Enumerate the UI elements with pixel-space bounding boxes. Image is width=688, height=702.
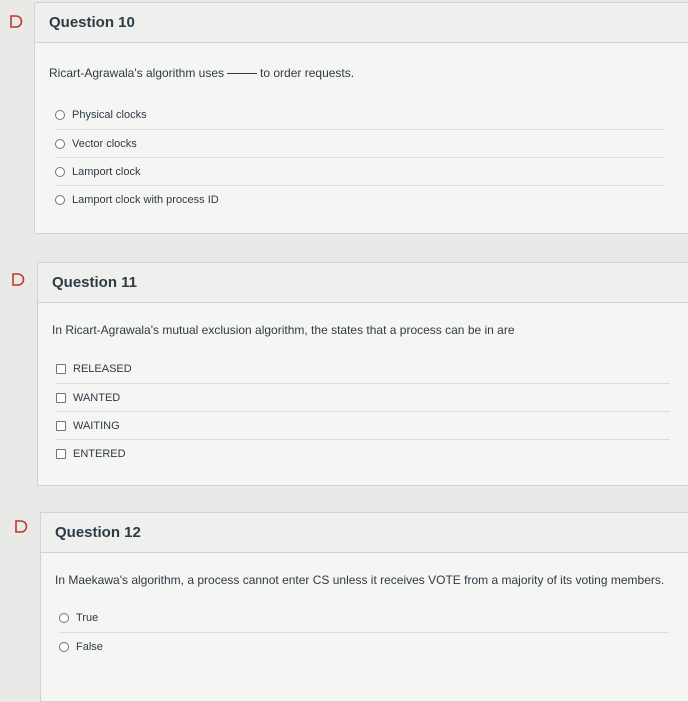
radio-button[interactable] — [55, 167, 65, 177]
radio-button[interactable] — [59, 613, 69, 623]
answer-label: WANTED — [73, 391, 121, 404]
answer-list — [55, 101, 665, 213]
answer-label: WAITING — [73, 419, 120, 432]
question-card-11 — [37, 262, 688, 486]
question-header — [38, 263, 688, 303]
answer-label: Physical clocks — [72, 109, 147, 121]
answer-label: Lamport clock — [72, 165, 141, 178]
radio-button[interactable] — [55, 195, 65, 205]
flag-question-icon[interactable] — [10, 272, 26, 286]
question-title: Question 10 — [49, 14, 135, 31]
answer-option[interactable] — [55, 129, 665, 157]
question-text: In Ricart-Agrawala's mutual exclusion algorithm, the states that a process can be in are — [52, 323, 515, 337]
answer-list — [59, 604, 669, 660]
answer-option[interactable] — [55, 185, 665, 213]
answer-label: False — [76, 640, 103, 653]
question-text — [49, 66, 354, 80]
question-title: Question 11 — [52, 274, 138, 291]
answer-option[interactable] — [55, 101, 665, 129]
answer-label: RELEASED — [73, 363, 132, 375]
radio-button[interactable] — [55, 110, 65, 120]
answer-option[interactable] — [55, 157, 665, 185]
answer-label: ENTERED — [73, 447, 126, 460]
answer-option[interactable] — [59, 632, 669, 660]
question-text: In Maekawa's algorithm, a process cannot enter CS unless it receives VOTE from a majority of its voting members. — [55, 573, 665, 587]
checkbox[interactable] — [56, 449, 66, 459]
answer-option[interactable] — [56, 439, 670, 467]
answer-option[interactable] — [59, 604, 669, 632]
checkbox[interactable] — [56, 393, 66, 403]
question-text-after: to order requests. — [260, 66, 355, 80]
checkbox[interactable] — [56, 364, 66, 374]
answer-label: Lamport clock with process ID — [72, 193, 219, 206]
checkbox[interactable] — [56, 421, 66, 431]
answer-list — [56, 355, 670, 467]
question-header — [41, 513, 688, 553]
flag-question-icon[interactable] — [13, 519, 29, 533]
answer-option[interactable] — [56, 355, 670, 383]
question-title: Question 12 — [55, 524, 141, 541]
answer-option[interactable] — [56, 383, 670, 411]
question-text-before: Ricart-Agrawala's algorithm uses — [49, 66, 225, 80]
flag-question-icon[interactable] — [8, 14, 24, 28]
answer-label: Vector clocks — [72, 137, 137, 150]
answer-option[interactable] — [56, 411, 670, 439]
question-card-10 — [34, 2, 688, 234]
answer-label: True — [76, 612, 99, 624]
fill-blank — [227, 73, 257, 74]
radio-button[interactable] — [59, 642, 69, 652]
question-card-12 — [40, 512, 688, 702]
question-header — [35, 3, 688, 43]
radio-button[interactable] — [55, 139, 65, 149]
